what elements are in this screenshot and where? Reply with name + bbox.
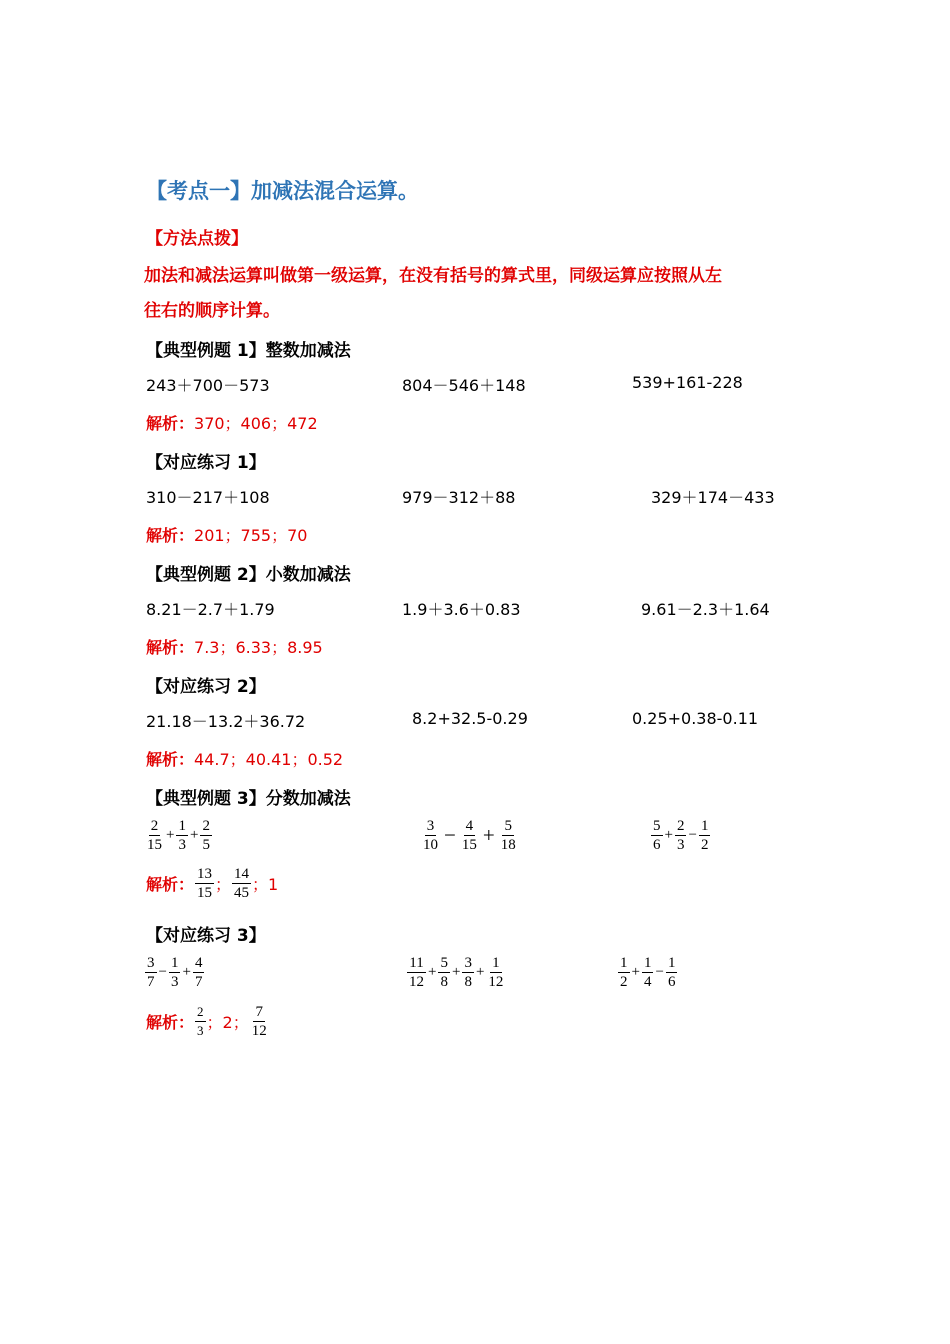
practice2-expr-2: 8.2+32.5-0.29 [412,709,528,728]
fraction: $\frac{2}{3}$ [197,1004,204,1038]
fraction: $\frac{1}{4}$ [643,955,652,990]
practice2-expr-3: 0.25+0.38-0.11 [632,709,759,728]
fraction: $\frac{5}{8}$ [440,955,448,990]
practice1-expr-2: 979－312＋88 [402,488,516,507]
practice3-answer: 解析： $\frac{2}{3}$ ；2； $\frac{7}{12}$ [146,1004,267,1039]
example1-expr-2: 804－546＋148 [402,376,526,395]
answer-values: 370；406；472 [194,414,318,433]
fraction: $\frac{4}{7}$ [194,955,203,990]
fraction: $\frac{1}{3}$ [170,955,179,990]
example1-answer [146,411,318,434]
fraction: $\frac{1}{3}$ [178,818,186,853]
fraction: $\frac{3}{10}$ [423,818,438,853]
example1-expr-3: 539+161-228 [632,373,743,392]
answer-values: 44.7；40.41；0.52 [194,750,344,769]
practice3-heading: 【对应练习 3】 [146,926,266,946]
example3-expr-3: $\frac{5}{6}$ + $\frac{2}{3}$ − $\frac{1}{2}$ [653,818,709,853]
example2-expr-2: 1.9＋3.6＋0.83 [402,600,521,619]
fraction: $\frac{2}{3}$ [676,818,685,853]
example3-expr-2: $\frac{3}{10}$ − $\frac{4}{15}$ + $\frac{5}{18}$ [423,818,516,853]
practice1-answer [146,523,307,546]
method-text-line2: 往右的顺序计算。 [144,301,280,321]
fraction: $\frac{3}{7}$ [147,955,155,990]
fraction: $\frac{14}{45}$ [234,866,250,901]
fraction: $\frac{5}{6}$ [653,818,661,853]
fraction: $\frac{1}{2}$ [700,818,709,853]
practice1-expr-1: 310－217＋108 [146,488,270,507]
fraction: $\frac{5}{18}$ [500,818,516,853]
fraction: $\frac{3}{8}$ [464,955,472,990]
example1-expr-1: 243＋700－573 [146,376,270,395]
practice3-expr-3: $\frac{1}{2}$ + $\frac{1}{4}$ − $\frac{1}{6}$ [620,955,676,990]
answer-label: 解析： [146,414,195,433]
practice2-heading: 【对应练习 2】 [146,677,266,697]
practice2-expr-1: 21.18－13.2＋36.72 [146,712,306,731]
example1-heading: 【典型例题 1】整数加减法 [146,341,351,361]
fraction: $\frac{13}{15}$ [197,866,213,901]
answer-label: 解析： [146,526,195,545]
fraction: $\frac{2}{15}$ [147,818,162,853]
practice1-heading: 【对应练习 1】 [146,453,266,473]
example2-heading: 【典型例题 2】小数加减法 [146,565,351,585]
answer-values: 7.3；6.33；8.95 [194,638,323,657]
section-title: 【考点一】加减法混合运算。 [146,179,419,203]
practice2-answer [146,747,343,770]
fraction: $\frac{4}{15}$ [461,818,477,853]
fraction: $\frac{7}{12}$ [251,1004,267,1039]
example3-expr-1: $\frac{2}{15}$ + $\frac{1}{3}$ + $\frac{2}{5}$ [147,818,210,853]
method-heading: 【方法点拨】 [146,229,248,249]
fraction: $\frac{1}{12}$ [488,955,504,990]
example2-answer [146,635,323,658]
practice3-expr-2: $\frac{11}{12}$ + $\frac{5}{8}$ + $\frac{3}{8}$ + $\frac{1}{12}$ [409,955,504,990]
answer-label: 解析： [146,1013,195,1032]
answer-values: 201；755；70 [194,526,308,545]
practice3-expr-1: $\frac{3}{7}$ − $\frac{1}{3}$ + $\frac{4}{7}$ [147,955,203,990]
example2-expr-3: 9.61－2.3＋1.64 [641,600,770,619]
fraction: $\frac{2}{5}$ [202,818,210,853]
answer-label: 解析： [146,750,195,769]
answer-label: 解析： [146,875,195,894]
example3-answer: 解析： $\frac{13}{15}$ ； $\frac{14}{45}$ ；1 [146,866,279,901]
practice1-expr-3: 329＋174－433 [651,488,775,507]
example3-heading: 【典型例题 3】分数加减法 [146,789,351,809]
example2-expr-1: 8.21－2.7＋1.79 [146,600,275,619]
fraction: $\frac{1}{2}$ [620,955,628,990]
answer-label: 解析： [146,638,195,657]
fraction: $\frac{11}{12}$ [409,955,424,990]
method-text-line1: 加法和减法运算叫做第一级运算，在没有括号的算式里，同级运算应按照从左 [144,266,722,286]
fraction: $\frac{1}{6}$ [667,955,676,990]
